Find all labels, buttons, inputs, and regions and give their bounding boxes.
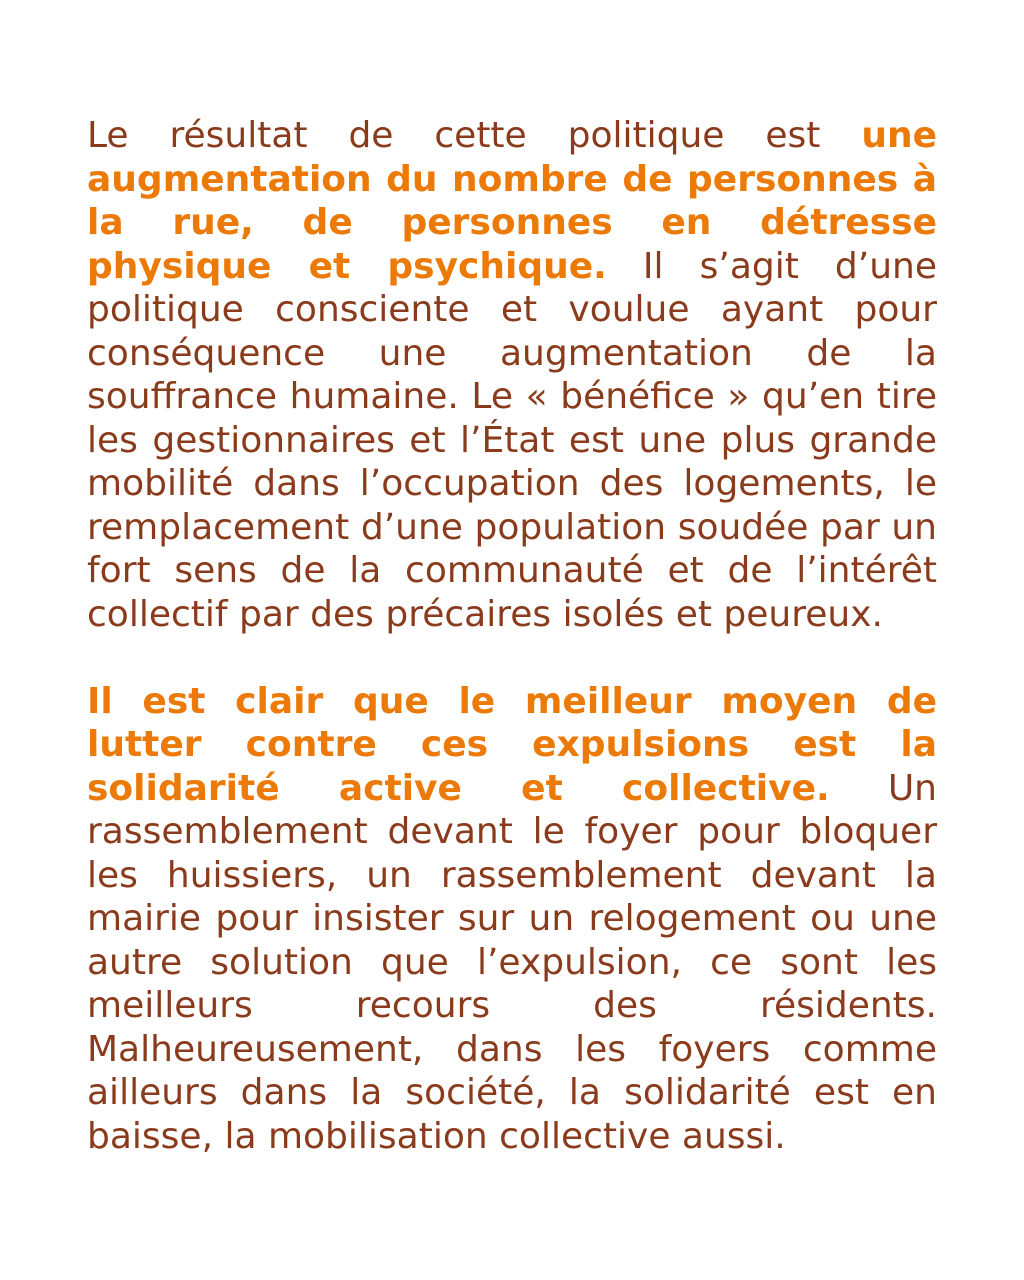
paragraph-2-highlight: Il est clair que le meilleur moyen de lutter contre ces expulsions est la solidarité active et collective. — [87, 680, 937, 809]
paragraph-2-body: Un rassemblement devant le foyer pour bloquer les huissiers, un rassemblement devant la mairie pour insister sur un relogement ou une autre solution que l’expulsion, ce sont les meilleurs recours des résidents. Malheureusement, dans les foyers comme ailleurs dans la société, la solidarité est en baisse, la mobilisation collective aussi. — [87, 767, 937, 1157]
paragraph-2 — [87, 680, 937, 1159]
paragraph-1-body: Il s’agit d’une politique consciente et voulue ayant pour conséquence une augmentation de la souffrance humaine. Le « bénéfice » qu’en tire les gestionnaires et l’État est une plus grande mobilité dans l’occupation des logements, le remplacement d’une population soudée par un fort sens de la communauté et de l’intérêt collectif par des précaires isolés et peureux. — [87, 245, 937, 635]
paragraph-1-highlight: une augmentation du nombre de personnes à la rue, de personnes en détresse physique et psychique. — [87, 115, 937, 287]
document-body — [87, 114, 937, 1158]
paragraph-1 — [87, 114, 937, 636]
paragraph-1-intro: Le résultat de cette politique est — [87, 115, 862, 156]
